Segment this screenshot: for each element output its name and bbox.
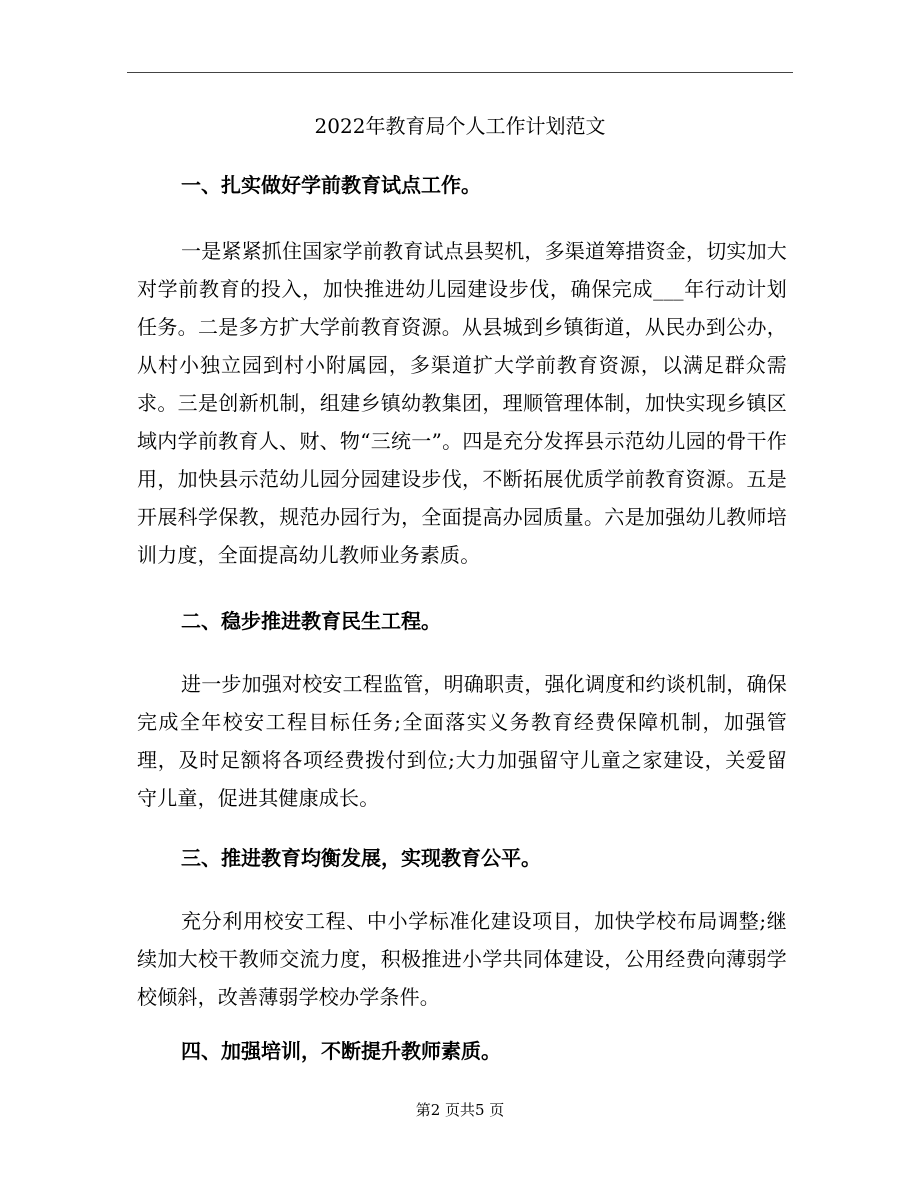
section-2-paragraph: 进一步加强对校安工程监管，明确职责，强化调度和约谈机制，确保完成全年校安工程目标任务;全面落实义务教育经费保障机制，加强管理，及时足额将各项经费拨付到位;大力加强留守儿童之家建设，关爱留守儿童，促进其健康成长。	[137, 672, 787, 810]
section-1-paragraph: 一是紧紧抓住国家学前教育试点县契机，多渠道筹措资金，切实加大对学前教育的投入，加快推进幼儿园建设步伐，确保完成___年行动计划任务。二是多方扩大学前教育资源。从县城到乡镇街道，从民办到公办，从村小独立园到村小附属园，多渠道扩大学前教育资源，以满足群众需求。三是创新机制，组建乡镇幼教集团，理顺管理体制，加快实现乡镇区域内学前教育人、财、物“三统一”。四是充分发挥县示范幼儿园的骨干作用，加快县示范幼儿园分园建设步伐，不断拓展优质学前教育资源。五是开展科学保教，规范办园行为，全面提高办园质量。六是加强幼儿教师培训力度，全面提高幼儿教师业务素质。	[137, 239, 787, 567]
header-rule	[127, 72, 793, 73]
section-3	[137, 843, 787, 1016]
section-3-heading: 三、推进教育均衡发展，实现教育公平。	[181, 846, 541, 870]
document-title: 2022年教育局个人工作计划范文	[314, 114, 606, 138]
section-1	[137, 170, 787, 574]
section-2-heading: 二、稳步推进教育民生工程。	[181, 609, 441, 633]
section-1-heading: 一、扎实做好学前教育试点工作。	[181, 173, 481, 197]
section-4-heading: 四、加强培训，不断提升教师素质。	[181, 1039, 501, 1063]
section-2	[137, 606, 787, 817]
page-number: 第2 页共5 页	[415, 1101, 505, 1119]
section-4	[137, 1036, 787, 1066]
section-3-paragraph: 充分利用校安工程、中小学标准化建设项目，加快学校布局调整;继续加大校干教师交流力度，积极推进小学共同体建设，公用经费向薄弱学校倾斜，改善薄弱学校办学条件。	[137, 909, 787, 1009]
